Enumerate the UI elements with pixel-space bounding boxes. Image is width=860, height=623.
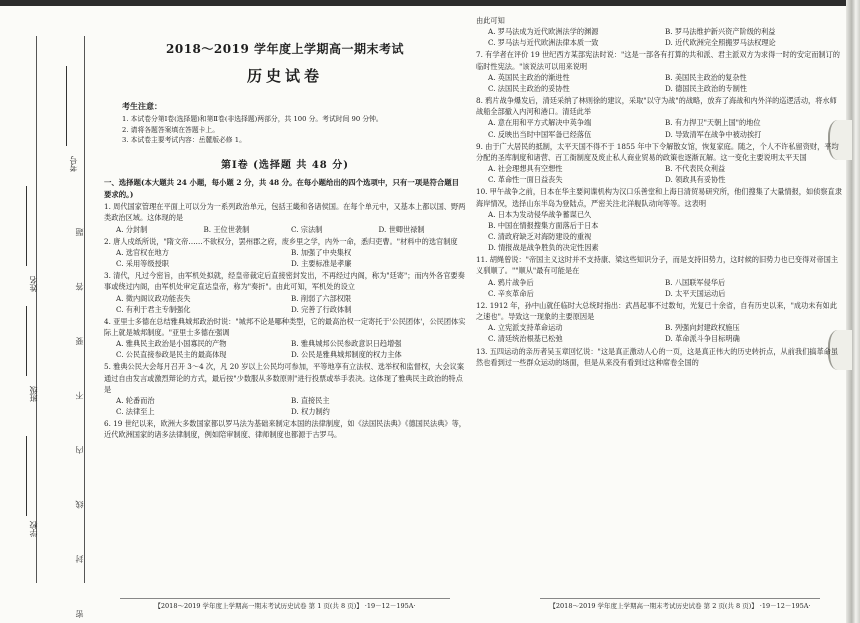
- class-blank: [26, 306, 27, 376]
- school-blank: [26, 436, 27, 516]
- answer-option: C. 法律至上: [116, 407, 155, 417]
- question: [104, 236, 466, 269]
- answer-option: C. 清廷统治根基已松弛: [488, 334, 563, 344]
- option-group: [104, 247, 466, 269]
- question: [104, 201, 466, 234]
- answer-option: A. 立宪派支持革命运动: [488, 323, 563, 333]
- answer-option: D. 世卿世禄制: [378, 224, 425, 234]
- answer-option: B. 有力捍卫"天朝上国"的地位: [665, 118, 761, 128]
- answer-option: B. 王位世袭制: [203, 224, 250, 234]
- answer-option: D. 革命派斗争目标明确: [665, 334, 740, 344]
- school-label: 学校: [29, 521, 38, 537]
- exam-subject: 历史试卷: [246, 66, 323, 85]
- answer-option: B. 加强了中央集权: [291, 247, 352, 257]
- answer-option: D. 近代欧洲完全照搬罗马法权理论: [665, 38, 776, 48]
- answer-option: D. 德国民主政治的专制性: [665, 83, 747, 93]
- answer-option: C. 法国民主政治的妥协性: [488, 83, 570, 93]
- option-group: [476, 322, 842, 344]
- answer-option: C. 反映出当时中国军备已经落伍: [488, 129, 592, 139]
- class-label: 班级: [29, 386, 38, 402]
- answer-option: A. 鸦片战争后: [488, 277, 534, 287]
- answer-option: A. 意在用和平方式解决中英争端: [488, 118, 592, 128]
- answer-option: D. 导致清军在战争中被动挨打: [665, 129, 762, 139]
- question: [476, 49, 842, 94]
- option-group: [104, 293, 466, 315]
- question: [476, 346, 842, 368]
- answer-option: B. 罗马法维护新兴资产阶级的利益: [665, 27, 776, 37]
- question-stem: 8. 鸦片战争爆发后，清廷采纳了林则徐的建议，采取"以守为战"的战略，放弃了海战和内外洋的巡逻活动，将水师战船全部撤入内河和港口。清廷此举: [476, 96, 837, 117]
- exam-no-label: 考号: [69, 156, 78, 172]
- name-blank: [26, 186, 27, 266]
- scan-right-edge: [846, 0, 860, 623]
- part-title: 第Ⅰ卷 (选择题 共 48 分): [221, 159, 349, 171]
- answer-option: C. 罗马法与近代欧洲法律本质一致: [488, 38, 599, 48]
- option-group: [476, 26, 842, 48]
- question: [476, 15, 842, 48]
- question-stem: 6. 19 世纪以来，欧洲大多数国家都以罗马法为基础来制定本国的法律制度，如《法国民法典》《德国民法典》等，近代欧洲国家的诸多法律制度，例如陪审制度、律师制度也都源于古罗马。: [104, 419, 466, 440]
- notice-item: 1. 本试卷分第Ⅰ卷(选择题)和第Ⅱ卷(非选择题)两部分，共 100 分。考试时间 90 分钟。: [122, 115, 383, 124]
- question: [476, 300, 842, 345]
- answer-option: C. 宗法制: [291, 224, 323, 234]
- question-list-left: [104, 201, 466, 440]
- option-group: [104, 395, 466, 417]
- answer-option: B. 不代表民众利益: [665, 164, 726, 174]
- answer-option: C. 辛亥革命后: [488, 288, 534, 298]
- name-label: 姓名: [29, 276, 38, 292]
- answer-option: C. 有利于君主专制强化: [116, 304, 191, 314]
- exam-no-blank: [66, 66, 67, 146]
- answer-option: A. 分封制: [116, 224, 148, 234]
- answer-option: D. 主要标准是孝廉: [291, 259, 352, 269]
- answer-option: B. 八国联军侵华后: [665, 277, 726, 287]
- question-stem: 12. 1912 年，孙中山就任临时大总统时指出：武昌起事不过数旬，光复已十余省，自有历史以来，"成功未有如此之速也"。导致这一现象的主要原因是: [476, 300, 838, 322]
- question-stem: 3. 清代，凡过今密旨，由军机处拟就，经皇帝裁定后直接密封发出，不再经过内阁，称为"廷寄"；而内外各官要奏事或绕过内阁，由军机处审定直达皇帝，称为"奏折"。由此可知，军机处的设立: [104, 271, 465, 292]
- question: [104, 361, 466, 417]
- option-group: [104, 338, 466, 360]
- notice-heading: 考生注意：: [122, 100, 162, 111]
- page-footer: 【2018～2019 学年度上学期高一期末考试历史试卷 第 1 页(共 8 页)】 ·19－12－195A·: [120, 598, 450, 610]
- question-list-right: [476, 15, 842, 368]
- answer-option: A. 日本为发动侵华战争蓄谋已久: [488, 209, 592, 219]
- answer-option: D. 公民是雅典城邦制度的权力主体: [291, 350, 402, 360]
- question-stem: 9. 由于广大居民的抵制，太平天国不得不于 1855 年中下令解散女馆，恢复家庭。随之，个人不许私留资财，平均分配的圣库制度和诸营、百工衙制度及废止私人商业贸易的政策也逐渐瓦解。这一变化主要说明太平天国: [476, 141, 839, 162]
- answer-option: A. 选官权在地方: [116, 247, 169, 257]
- question: [476, 141, 842, 186]
- question-stem: 5. 雅典公民大会每月召开 3～4 次，凡 20 岁以上公民均可参加，平等地享有立法权、选举权和监督权，大会议案通过自由发言或激烈辩论的方式，最后按"少数服从多数原则"进行投票或举手表决。这体现了雅典民主政治的特点是: [104, 362, 465, 394]
- binding-line: [36, 36, 37, 583]
- answer-option: D. 领政具有妥协性: [665, 175, 726, 185]
- answer-option: A. 社会理想具有空想性: [488, 164, 563, 174]
- option-group: [104, 224, 466, 235]
- section-heading: 一、选择题(本大题共 24 小题，每小题 2 分，共 48 分。在每小题给出的四个选项中，只有一项是符合题目要求的。): [104, 178, 460, 199]
- notice-item: 2. 请将各题答案填在答题卡上。: [122, 125, 220, 134]
- answer-option: A. 英国民主政治的渐进性: [488, 72, 570, 82]
- answer-option: B. 中国在情报搜集方面落后于日本: [488, 220, 599, 230]
- answer-option: A. 罗马法成为近代欧洲法学的渊源: [488, 27, 599, 37]
- answer-option: D. 情报战是战争胜负的决定性因素: [488, 243, 599, 253]
- answer-option: A. 轮番而治: [116, 395, 155, 405]
- scan-top-edge: [0, 0, 860, 6]
- answer-option: B. 削弱了六部权限: [291, 293, 352, 303]
- answer-option: B. 雅典城邦公民参政意识日趋增强: [291, 339, 402, 349]
- answer-option: C. 革命性一面日益丧失: [488, 175, 563, 185]
- option-group: [476, 117, 842, 139]
- answer-option: C. 采用等级授职: [116, 259, 169, 269]
- option-group: [476, 277, 842, 299]
- question-stem: 10. 甲午战争之前，日本在华主要间谍机构为汉口乐善堂和上海日清贸易研究所，他们搜集了大量情报，如侦察直隶海岸情况，选择山东半岛为登陆点，严密关注北洋舰队动向等等。这表明: [476, 187, 842, 208]
- page-footer: 【2018～2019 学年度上学期高一期末考试历史试卷 第 2 页(共 8 页)】 ·19－12－195A·: [540, 598, 820, 610]
- seal-line-text: 密 封 线 内 不 要 答 题: [75, 206, 84, 618]
- page-2-column: [476, 14, 842, 368]
- option-group: [476, 209, 842, 254]
- question: [104, 418, 466, 440]
- answer-option: D. 太平天国运动后: [665, 288, 726, 298]
- answer-option: D. 权力制约: [291, 407, 330, 417]
- question-stem: 11. 胡绳曾说："帝国主义这时并不支持康、梁这些知识分子，而是支持旧势力，这时候的旧势力也已变得对帝国主义驯顺了。""顺从"最有可能是在: [476, 255, 839, 276]
- notice-item: 3. 本试卷主要考试内容：岳麓版必修 1。: [122, 136, 246, 145]
- answer-option: B. 直接民主: [291, 395, 330, 405]
- answer-option: A. 雅典民主政治是小国寡民的产物: [116, 339, 227, 349]
- question: [104, 316, 466, 361]
- binding-strip: [0, 6, 100, 623]
- answer-option: B. 美国民主政治的复杂性: [665, 72, 747, 82]
- question-stem: 4. 亚里士多德在总结雅典城邦政治时说："城邦不论是哪种类型，它的最高治权一定寄托于'公民团体'，公民团体实际上就是城邦制度。"亚里士多德在强调: [104, 316, 466, 337]
- page-1-column: [104, 14, 466, 441]
- answer-option: B. 列强向封建政权施压: [665, 323, 740, 333]
- answer-option: C. 清政府缺乏对海防建设的重视: [488, 231, 592, 241]
- question-stem: 7. 有学者在评价 19 世纪西方某部宪法时说："这是一部各有打算的共和派、君主派双方为求得一时的安定而制订的临时性宪法。"该说法可以用来说明: [476, 50, 840, 71]
- option-group: [476, 163, 842, 185]
- exam-title: 2018～2019 学年度上学期高一期末考试: [166, 42, 404, 56]
- answer-option: A. 徵内阁议政功能丧失: [116, 293, 191, 303]
- answer-option: D. 完善了行政体制: [291, 304, 352, 314]
- option-group: [476, 72, 842, 94]
- question-stem: 1. 周代国家管理在平面上可以分为一系列政治单元，包括王畿和各诸侯国。在每个单元中，又基本上都以国、野两类政治区域。这体现的是: [104, 202, 466, 223]
- question: [476, 254, 842, 299]
- question-stem: 2. 唐人戍纸所说，"隋文帝……不欲权分，罢州郡之府，废乡里之学，内外一命，悉归吏曹。"材料中的选官制度: [104, 236, 458, 246]
- question-stem: 13. 五四运动的亲历者吴玉章回忆说："这是真正激动人心的一页，这是真正伟大的历史转折点，从前我们搞革命虽然也看到过一些群众运动的场面，但是从来没有看到过这种席卷全国的: [476, 346, 839, 367]
- question: [476, 186, 842, 253]
- answer-option: C. 公民直接参政是民主的最高体现: [116, 350, 227, 360]
- question-stem: 由此可知: [476, 16, 505, 25]
- question: [476, 95, 842, 140]
- question: [104, 270, 466, 315]
